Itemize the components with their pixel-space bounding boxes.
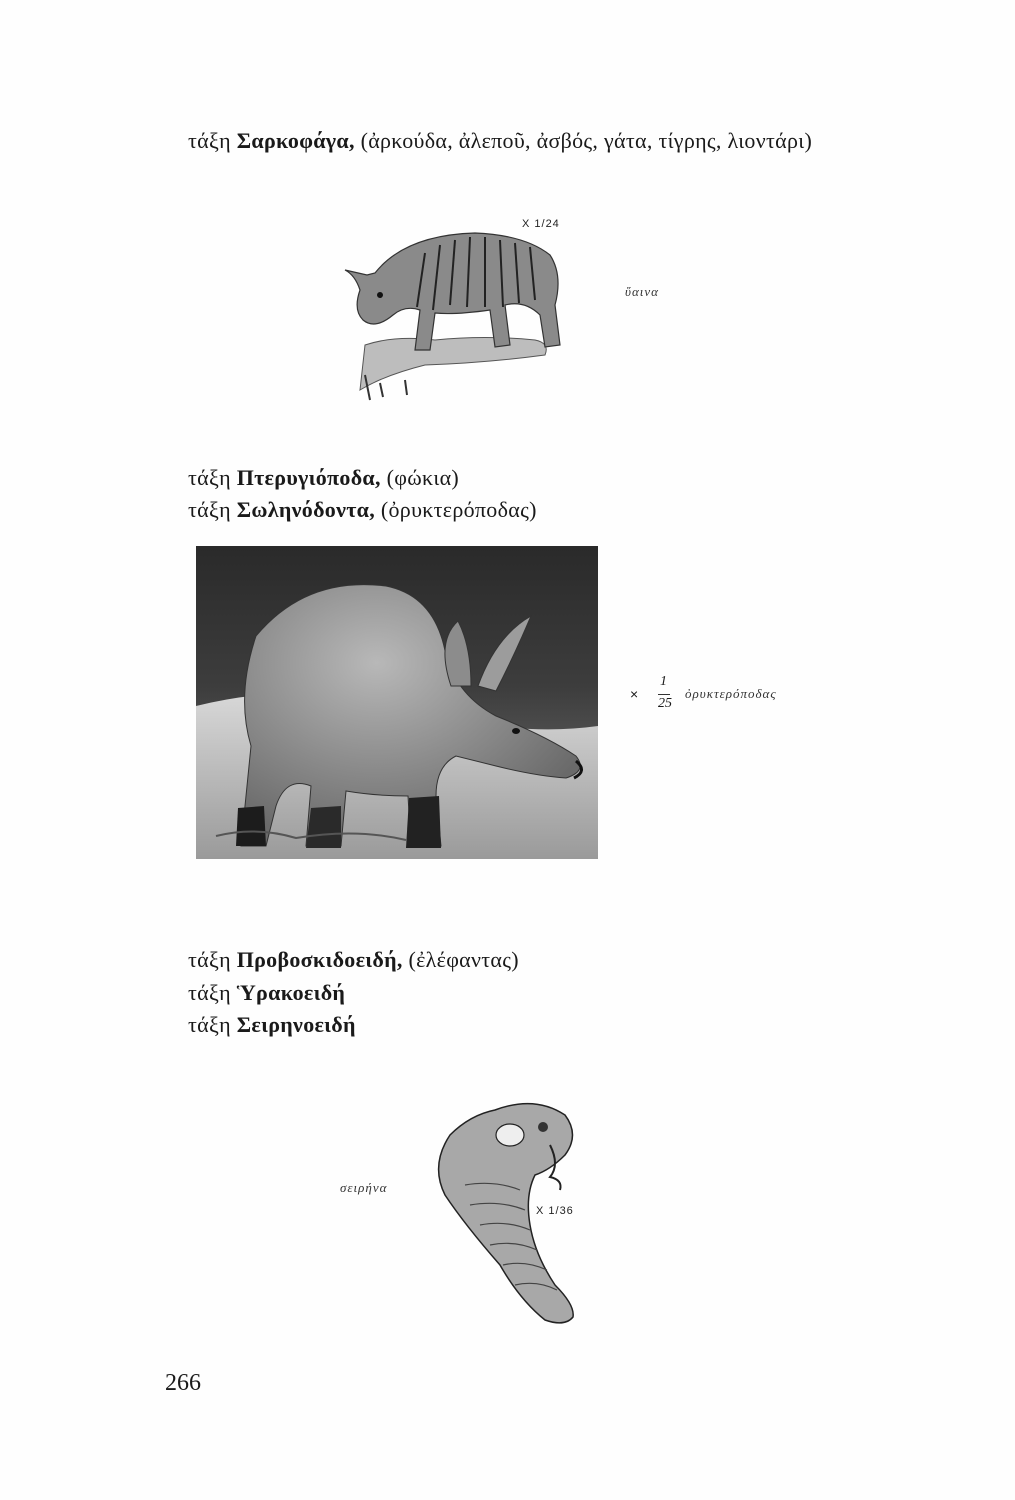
order-prefix: τάξη <box>188 465 237 490</box>
order-name: Ὑρακοειδή <box>236 980 346 1005</box>
order-pinnipedia-line <box>188 465 459 491</box>
order-prefix: τάξη <box>188 1012 237 1037</box>
order-examples: (ἐλέφαντας) <box>402 947 519 972</box>
order-name: Σειρηνοειδή <box>236 1012 356 1037</box>
order-name: Σωληνόδοντα, <box>236 497 376 522</box>
order-name: Σαρκοφάγα, <box>236 128 355 153</box>
scale-numerator: 1 <box>660 674 667 689</box>
order-carnivora-line <box>188 128 812 154</box>
order-examples: (φώκια) <box>380 465 460 490</box>
order-examples: (ὀρυκτερόποδας) <box>375 497 537 522</box>
hyena-caption: ὕαινα <box>625 284 659 299</box>
aardvark-caption: ὀρυκτερόποδας <box>685 686 777 701</box>
order-prefix: τάξη <box>188 980 237 1005</box>
order-name: Πτερυγιόποδα, <box>236 465 381 490</box>
order-prefix: τάξη <box>188 947 237 972</box>
scale-denominator: 25 <box>658 696 672 711</box>
fraction-bar <box>658 694 670 695</box>
scale-times: × <box>630 686 639 702</box>
hyena-scale: X 1/24 <box>522 218 560 230</box>
order-prefix: τάξη <box>188 128 237 153</box>
siren-scale: X 1/36 <box>536 1205 574 1217</box>
page-number: 266 <box>165 1370 201 1396</box>
siren-caption: σειρήνα <box>340 1180 388 1195</box>
aardvark-photo <box>196 546 598 859</box>
order-proboscidea-line <box>188 947 519 973</box>
order-tubulidentata-line <box>188 497 537 523</box>
order-hyracoidea-line <box>188 980 345 1006</box>
order-examples: (ἀρκούδα, ἀλεποῦ, ἀσβός, γάτα, τίγρης, λιοντάρι) <box>354 128 813 153</box>
order-name: Προβοσκιδοειδή, <box>236 947 403 972</box>
order-sirenia-line <box>188 1012 356 1038</box>
hyena-illustration <box>335 215 585 405</box>
aardvark-scale <box>630 674 850 724</box>
order-prefix: τάξη <box>188 497 237 522</box>
